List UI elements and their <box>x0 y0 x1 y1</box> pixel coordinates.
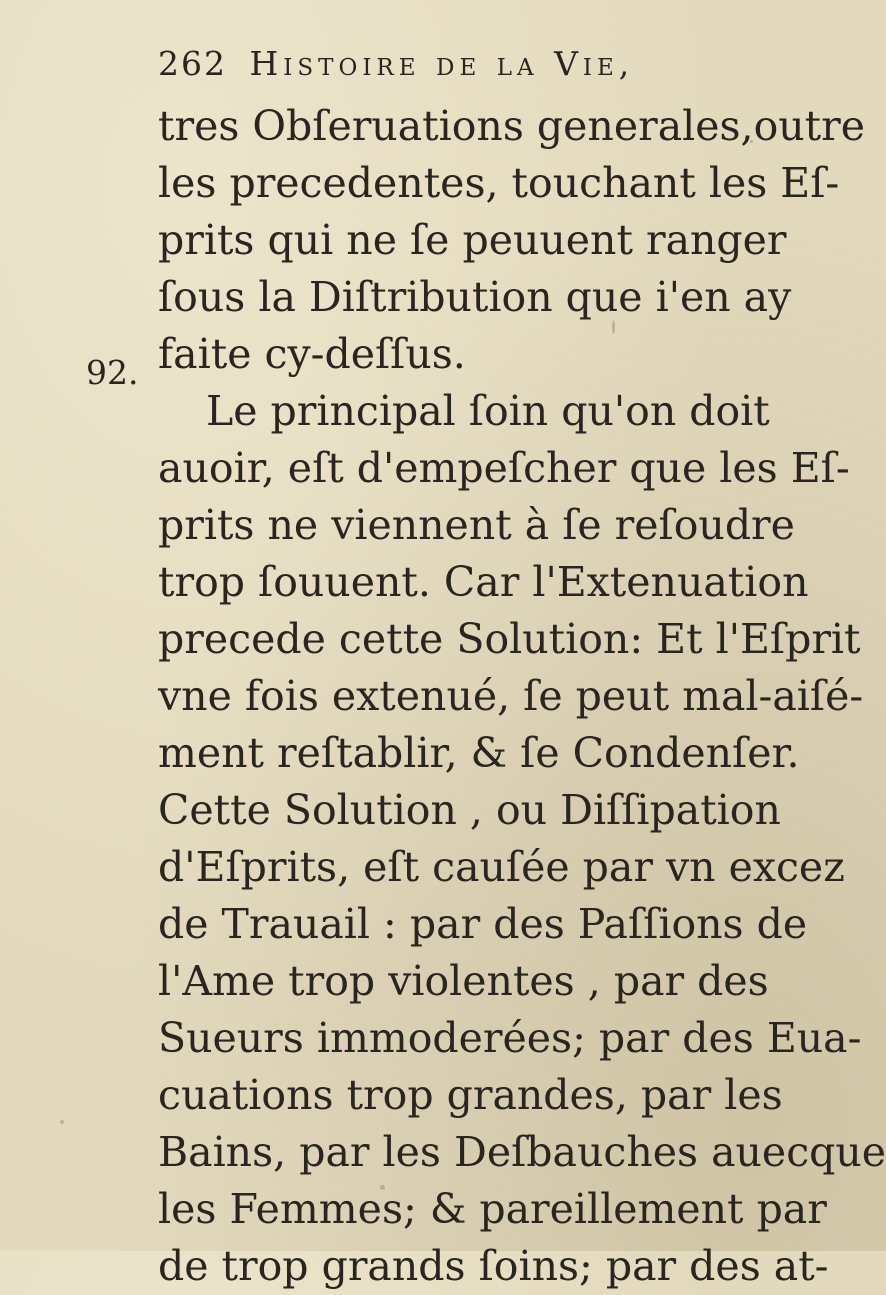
text-line: cuations trop grandes, par les <box>158 1071 783 1119</box>
paper-fleck <box>612 320 615 334</box>
paper-fleck <box>380 1185 385 1190</box>
paper-fleck <box>750 140 753 143</box>
body-text <box>158 98 886 1295</box>
text-line: faite cy-deſſus. <box>158 330 466 378</box>
running-head <box>158 44 718 83</box>
text-line: les Femmes; & pareillement par <box>158 1185 827 1233</box>
running-title: Histoire de la Vie, <box>249 44 635 83</box>
text-line: les precedentes, touchant les Eſ- <box>158 159 840 207</box>
paper-fleck <box>60 1120 64 1124</box>
text-line: l'Ame trop violentes , par des <box>158 957 769 1005</box>
text-line: tres Obſeruations generales,outre <box>158 102 866 150</box>
text-line: Bains, par les Deſbauches auecque <box>158 1128 886 1176</box>
text-line: prits ne viennent à ſe reſoudre <box>158 501 795 549</box>
text-line: Cette Solution , ou Diſſipation <box>158 786 781 834</box>
text-line: precede cette Solution: Et l'Eſprit <box>158 615 861 663</box>
text-line: Sueurs immoderées; par des Eua- <box>158 1014 862 1062</box>
margin-note: 92. <box>86 353 139 392</box>
page-number: 262 <box>158 44 227 83</box>
text-line: auoir, eſt d'empeſcher que les Eſ- <box>158 444 850 492</box>
text-line: vne fois extenué, ſe peut mal-aiſé- <box>158 672 864 720</box>
text-line: de trop grands ſoins; par des at- <box>158 1242 829 1290</box>
text-line: ment reſtablir, & ſe Condenſer. <box>158 729 800 777</box>
paragraph-first-line: Le principal ſoin qu'on doit <box>206 387 770 435</box>
text-line: d'Eſprits, eſt cauſée par vn excez <box>158 843 845 891</box>
text-line: prits qui ne ſe peuuent ranger <box>158 216 787 264</box>
text-line: ſous la Diſtribution que i'en ay <box>158 273 792 321</box>
text-line: de Trauail : par des Paſſions de <box>158 900 808 948</box>
text-line: trop ſouuent. Car l'Extenuation <box>158 558 809 606</box>
